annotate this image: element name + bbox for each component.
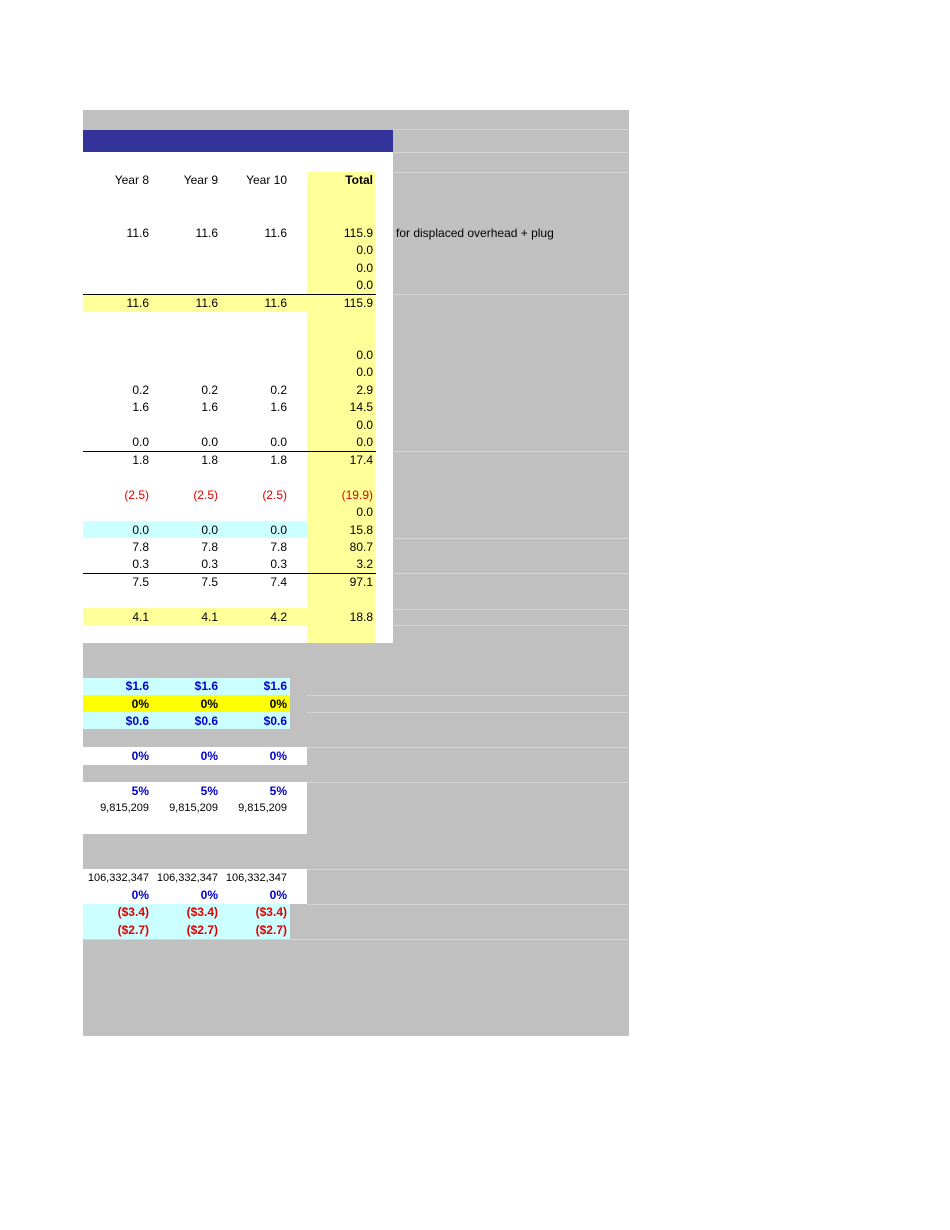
table-cell: 7.8	[270, 540, 287, 554]
total-cell: 80.7	[349, 540, 373, 554]
table-cell: 11.6	[126, 226, 149, 240]
table-cell: 7.5	[201, 575, 218, 589]
gridline	[307, 712, 629, 713]
table-cell: 4.2	[270, 610, 287, 624]
gridline	[393, 609, 629, 610]
input-cell: 106,332,347	[87, 872, 149, 884]
table-cell: 0.3	[201, 557, 218, 571]
input-cell: ($2.7)	[255, 923, 287, 937]
total-cell: 0.0	[356, 435, 373, 449]
input-cell: 0%	[131, 749, 149, 763]
total-cell: 0.0	[356, 261, 373, 275]
table-cell: 1.8	[132, 453, 149, 467]
rule-line	[83, 451, 376, 452]
total-cell: 3.2	[356, 557, 373, 571]
input-cell: ($2.7)	[117, 923, 149, 937]
table-cell: (2.5)	[193, 488, 218, 502]
gridline	[393, 294, 629, 295]
total-cell: 15.8	[349, 523, 373, 537]
input-cell: 9,815,209	[169, 802, 218, 814]
table-cell: 0.2	[132, 383, 149, 397]
row-note: for displaced overhead + plug	[396, 226, 554, 240]
table-cell: 7.4	[270, 575, 287, 589]
gridline	[307, 747, 629, 748]
table-cell: 11.6	[264, 226, 287, 240]
input-cell: 0%	[131, 697, 149, 711]
gridline	[393, 573, 629, 574]
input-cell: 5%	[200, 784, 218, 798]
gridline	[393, 451, 629, 452]
table-cell: 0.0	[132, 435, 149, 449]
input-cell: 106,332,347	[225, 872, 287, 884]
header-year-9: Year 9	[183, 173, 218, 187]
total-cell: 0.0	[356, 365, 373, 379]
input-cell: $1.6	[125, 679, 149, 693]
total-cell: 0.0	[356, 348, 373, 362]
table-cell: 0.3	[132, 557, 149, 571]
input-cell: 0%	[131, 888, 149, 902]
input-cell: 0%	[269, 749, 287, 763]
total-cell: 17.4	[349, 453, 373, 467]
table-cell: 1.6	[201, 400, 218, 414]
input-cell: 0%	[200, 888, 218, 902]
total-cell: 14.5	[349, 400, 373, 414]
input-cell: 9,815,209	[100, 802, 149, 814]
table-cell: 0.0	[270, 435, 287, 449]
table-cell: (2.5)	[262, 488, 287, 502]
table-cell: 0.0	[132, 523, 149, 537]
input-cell: $0.6	[194, 714, 218, 728]
input-cell: ($3.4)	[186, 905, 218, 919]
input-cell: ($3.4)	[117, 905, 149, 919]
input-cell: $1.6	[263, 679, 287, 693]
gridline	[393, 625, 629, 626]
input-cell: 0%	[269, 888, 287, 902]
header-year-8: Year 8	[114, 173, 149, 187]
table-cell: 4.1	[132, 610, 149, 624]
total-cell: 115.9	[343, 226, 373, 240]
input-cell: 9,815,209	[238, 802, 287, 814]
table-cell: 0.0	[201, 523, 218, 537]
input-cell: ($3.4)	[255, 905, 287, 919]
input-cell: 5%	[131, 784, 149, 798]
table-cell: 11.6	[126, 296, 149, 310]
table-cell: 7.8	[201, 540, 218, 554]
table-cell: 4.1	[201, 610, 218, 624]
table-cell: 7.5	[132, 575, 149, 589]
table-cell: 11.6	[264, 296, 287, 310]
table-cell: 7.8	[132, 540, 149, 554]
gridline	[393, 538, 629, 539]
total-cell: 0.0	[356, 243, 373, 257]
total-cell: (19.9)	[341, 488, 373, 502]
total-cell: 97.1	[349, 575, 373, 589]
input-cell: $1.6	[194, 679, 218, 693]
input-cell: 5%	[269, 784, 287, 798]
table-cell: 1.8	[201, 453, 218, 467]
gridline	[393, 172, 629, 173]
table-cell: 0.0	[201, 435, 218, 449]
table-cell: 0.3	[270, 557, 287, 571]
header-year-10: Year 10	[246, 173, 287, 187]
input-cell: 106,332,347	[156, 872, 218, 884]
table-cell: 0.2	[270, 383, 287, 397]
gridline	[83, 939, 629, 940]
table-cell: 0.0	[270, 523, 287, 537]
table-cell: 11.6	[195, 296, 218, 310]
total-cell: 0.0	[356, 278, 373, 292]
input-cell: 0%	[269, 697, 287, 711]
table-cell: 1.6	[270, 400, 287, 414]
gridline	[307, 904, 629, 905]
total-cell: 2.9	[356, 383, 373, 397]
input-cell: $0.6	[263, 714, 287, 728]
title-bar	[83, 130, 393, 152]
gridline	[307, 695, 629, 696]
table-cell: 1.6	[132, 400, 149, 414]
total-cell: 115.9	[343, 296, 373, 310]
table-cell: 11.6	[195, 226, 218, 240]
input-cell: 0%	[200, 697, 218, 711]
input-cell: 0%	[200, 749, 218, 763]
rule-line	[83, 294, 376, 295]
header-total: Total	[345, 173, 373, 187]
table-cell: 0.2	[201, 383, 218, 397]
gridline	[393, 129, 629, 130]
gridline	[307, 782, 629, 783]
total-cell: 0.0	[356, 505, 373, 519]
total-cell: 0.0	[356, 418, 373, 432]
table-cell: 1.8	[270, 453, 287, 467]
total-cell: 18.8	[349, 610, 373, 624]
table-cell: (2.5)	[124, 488, 149, 502]
gridline	[393, 152, 629, 153]
input-cell: $0.6	[125, 714, 149, 728]
input-cell: ($2.7)	[186, 923, 218, 937]
rule-line	[83, 573, 376, 574]
